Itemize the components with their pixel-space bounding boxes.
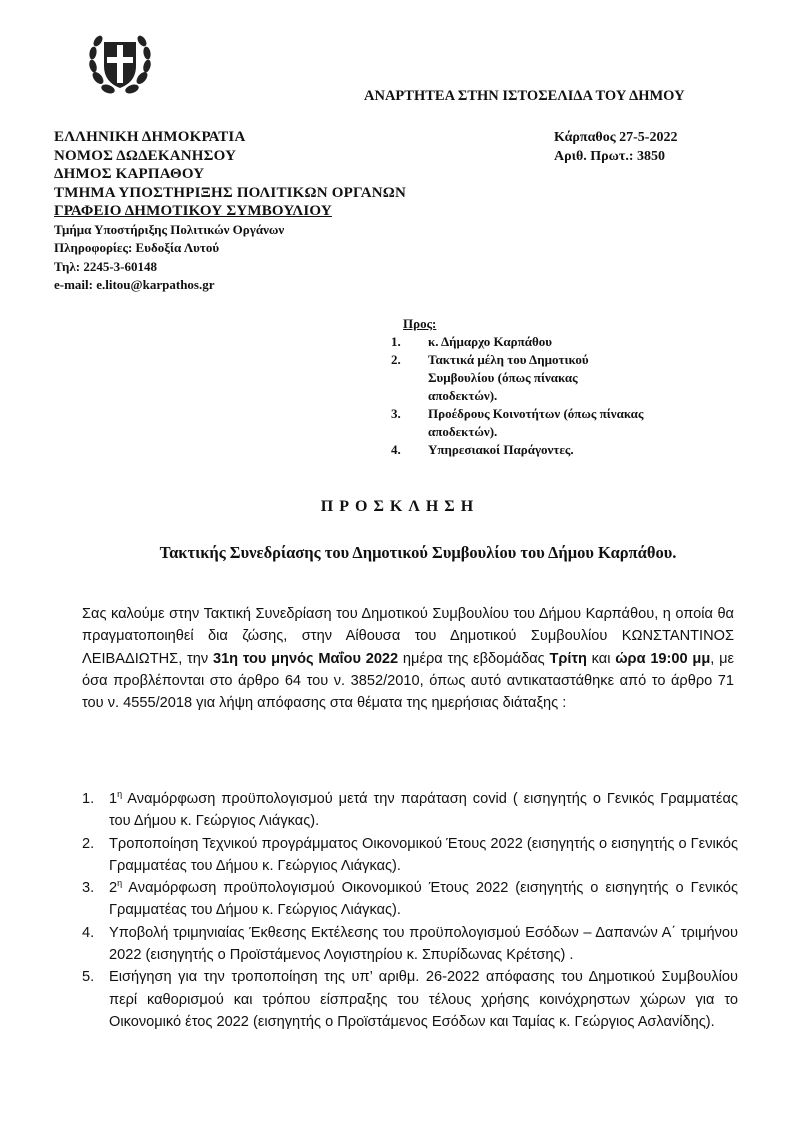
org-line-department: ΤΜΗΜΑ ΥΠΟΣΤΗΡΙΞΗΣ ΠΟΛΙΤΙΚΩΝ ΟΡΓΑΝΩΝ bbox=[54, 184, 407, 201]
meeting-date: 31η του μηνός Μαΐου 2022 bbox=[212, 650, 399, 667]
agenda-number: 1. bbox=[82, 791, 95, 807]
agenda-number: 2. bbox=[82, 835, 95, 852]
email-line bbox=[54, 276, 406, 295]
agenda-ordinal: 1 bbox=[109, 791, 118, 807]
agenda-list bbox=[82, 788, 738, 1033]
list-item bbox=[391, 351, 648, 405]
list-item bbox=[391, 333, 648, 351]
email-link[interactable]: e.litou@karpathos.gr bbox=[96, 277, 215, 292]
agenda-text: Εισήγηση για την τροποποίηση της υπ’ αριθμ. 26-2022 απόφασης του Δημοτικού Συμβουλίου περί καθορισμού και τρόπου είσπραξης του τέλους χρήσης κοινόχρηστων χώρων για το Οικονομικό έτος 2022 (εισηγητής ο Προϊστάμενος Εσόδων και Ταμίας κ. Γεώργιος Ασλανίδης). bbox=[109, 969, 738, 1030]
issuer-block bbox=[54, 128, 406, 295]
intro-text: και bbox=[586, 650, 616, 667]
recipients-block bbox=[391, 315, 648, 459]
meeting-time: ώρα 19:00 μμ bbox=[615, 650, 711, 667]
invitation-paragraph bbox=[82, 603, 734, 714]
recipient-text: Υπηρεσιακοί Παράγοντες. bbox=[428, 442, 574, 457]
agenda-item bbox=[82, 922, 738, 967]
agenda-number: 5. bbox=[82, 969, 95, 986]
document-date: Κάρπαθος 27-5-2022 bbox=[554, 130, 678, 145]
agenda-item bbox=[82, 833, 738, 878]
meeting-day: Τρίτη bbox=[549, 650, 587, 667]
agenda-item bbox=[82, 877, 738, 922]
org-line-prefecture: ΝΟΜΟΣ ΔΩΔΕΚΑΝΗΣΟΥ bbox=[54, 147, 237, 164]
recipient-text: Τακτικά μέλη του Δημοτικού Συμβουλίου (όπως πίνακας αποδεκτών). bbox=[428, 352, 589, 403]
recipient-text: κ. Δήμαρχο Καρπάθου bbox=[428, 334, 552, 349]
session-subtitle: Τακτικής Συνεδρίασης του Δημοτικού Συμβουλίου του Δήμου Καρπάθου. bbox=[159, 543, 677, 562]
date-protocol-block bbox=[554, 128, 677, 166]
agenda-text: Τροποποίηση Τεχνικού προγράμματος Οικονομικού Έτους 2022 (εισηγητής ο εισηγητής ο Γενικός Γραμματέας του Δήμου κ. Γεώργιος Λιάγκας). bbox=[109, 835, 738, 874]
list-number: 2. bbox=[391, 352, 401, 367]
email-label: e-mail: bbox=[54, 277, 93, 292]
protocol-number: Αριθ. Πρωτ.: 3850 bbox=[554, 149, 665, 164]
list-item bbox=[391, 441, 648, 459]
hellenic-republic-emblem bbox=[84, 26, 156, 100]
intro-text: ημέρα της εβδομάδας bbox=[398, 650, 550, 667]
agenda-item bbox=[82, 788, 738, 833]
org-line-office: ΓΡΑΦΕΙΟ ΔΗΜΟΤΙΚΟΥ ΣΥΜΒΟΥΛΙΟΥ bbox=[54, 203, 332, 219]
list-number: 3. bbox=[391, 406, 401, 421]
department-name: Τμήμα Υποστήριξης Πολιτικών Οργάνων bbox=[54, 221, 285, 237]
recipients-list bbox=[391, 333, 648, 459]
agenda-ordinal-suffix: η bbox=[117, 878, 123, 889]
org-line-municipality: ΔΗΜΟΣ ΚΑΡΠΑΘΟΥ bbox=[54, 166, 205, 182]
list-number: 1. bbox=[391, 334, 401, 349]
intro-text: Σας καλούμε στην Τακτική Συνεδρίαση του Δημοτικού Συμβουλίου του Δήμου Καρπάθου, η οποία θα πραγματοποιηθεί δια ζώσης, στην Αίθουσα του Δημοτικού Συμβουλίου ΚΩΝΣΤΑΝΤΙΝΟΣ ΛΕΙΒΑΔΙΩΤΗΣ, την bbox=[82, 606, 734, 667]
posting-notice: ΑΝΑΡΤΗΤΕΑ ΣΤΗΝ ΙΣΤΟΣΕΛΙΔΑ ΤΟΥ ΔΗΜΟΥ bbox=[364, 88, 685, 104]
org-line-republic: ΕΛΛΗΝΙΚΗ ΔΗΜΟΚΡΑΤΙΑ bbox=[54, 129, 246, 145]
agenda-text: Υποβολή τριμηνιαίας Έκθεσης Εκτέλεσης του προϋπολογισμού Εσόδων – Δαπανών Α΄ τριμήνου 2022 (εισηγητής ο Προϊστάμενος Λογιστηρίου κ. Σπυρίδωνας Κρέτσης) . bbox=[109, 924, 738, 964]
recipients-label: Προς: bbox=[403, 316, 437, 331]
invitation-title: ΠΡΟΣΚΛΗΣΗ bbox=[320, 498, 480, 515]
contact-person: Πληροφορίες: Ευδοξία Λυτού bbox=[54, 240, 220, 255]
list-item bbox=[391, 405, 648, 441]
agenda-text: Αναμόρφωση προϋπολογισμού Οικονομικού Έτους 2022 (εισηγητής ο εισηγητής ο Γενικός Γραμματέας του Δήμου κ. Γεώργιος Λιάγκας). bbox=[109, 880, 738, 919]
list-number: 4. bbox=[391, 442, 401, 457]
recipient-text: Προέδρους Κοινοτήτων (όπως πίνακας αποδεκτών). bbox=[428, 406, 644, 439]
agenda-ordinal-suffix: η bbox=[117, 789, 123, 800]
phone-number: Τηλ: 2245-3-60148 bbox=[54, 258, 158, 274]
agenda-number: 4. bbox=[82, 924, 95, 941]
intro-text: , με όσα προβλέπονται στο άρθρο 64 του ν. 3852/2010, όπως αυτό αντικαταστάθηκε από το άρθρο 71 του ν. 4555/2018 για λήψη απόφασης στα θέματα της ημερήσιας διάταξης : bbox=[82, 650, 734, 712]
agenda-item bbox=[82, 966, 738, 1033]
agenda-text: Αναμόρφωση προϋπολογισμού μετά την παράταση covid ( εισηγητής ο Γενικός Γραμματέας του Δήμου κ. Γεώργιος Λιάγκας). bbox=[109, 791, 738, 830]
agenda-ordinal: 2 bbox=[109, 880, 118, 897]
agenda-number: 3. bbox=[82, 880, 95, 897]
